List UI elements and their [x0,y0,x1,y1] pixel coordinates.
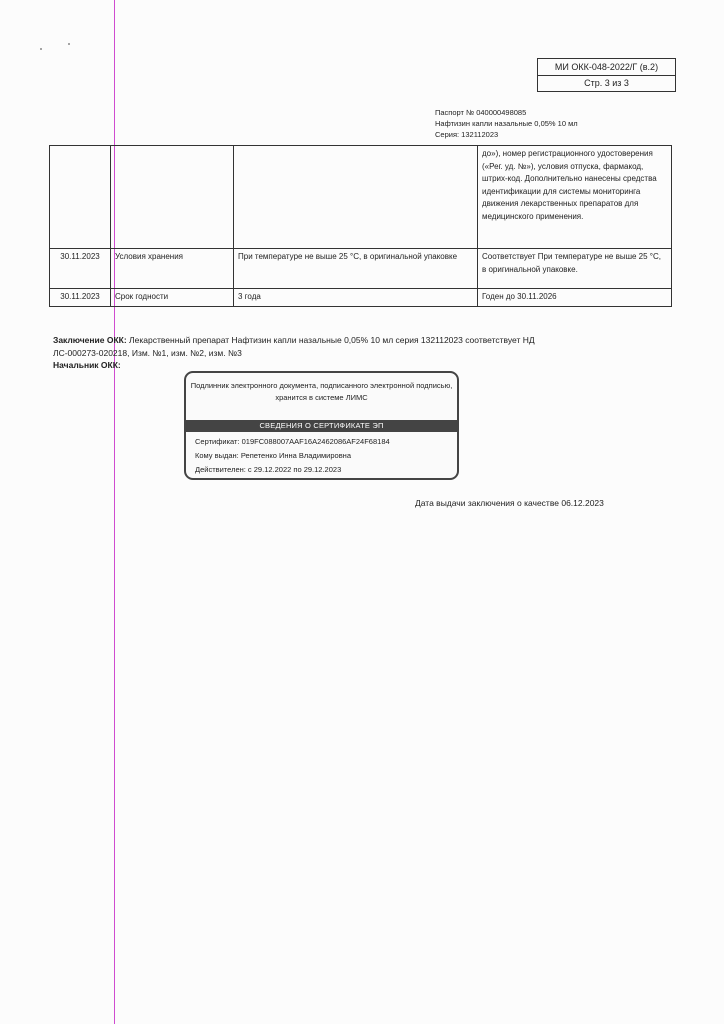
result-cell: Соответствует При температуре не выше 25 °С, в оригинальной упаковке. [478,249,672,289]
doc-code: МИ ОКК-048-2022/Г (в.2) [538,59,675,76]
scan-speck [68,43,70,45]
conclusion-label: Заключение ОКК: [53,335,127,345]
product-name: Нафтизин капли назальные 0,05% 10 мл [435,119,578,128]
series-number: Серия: 132112023 [435,130,499,139]
stamp-caption: Подлинник электронного документа, подписанного электронной подписью, хранится в системе ЛИМС [190,381,453,402]
stamp-band: СВЕДЕНИЯ О СЕРТИФИКАТЕ ЭП [186,420,457,432]
result-cell: Годен до 30.11.2026 [478,289,672,307]
conclusion-text [53,334,573,359]
result-cell: до»), номер регистрационного удостоверения («Рег. уд. №»), условия отпуска, фармакод, штрих-код. Дополнительно нанесены средства идентификации для системы мониторинга движения лекарственных препаратов для медицинского применения. [478,146,672,249]
date-cell: 30.11.2023 [50,249,111,289]
e-signature-stamp [184,371,459,480]
date-cell: 30.11.2023 [50,289,111,307]
indicator-cell [111,146,234,249]
table-row [50,289,672,307]
conclusion-body: Лекарственный препарат Нафтизин капли назальные 0,05% 10 мл серия 132112023 соответствует НД ЛС-000273-020218, Изм. №1, изм. №2, изм. №3 [53,335,535,358]
doc-code-box [537,58,676,92]
scan-speck [40,48,42,50]
conclusion-block [53,334,573,372]
certificate-owner: Кому выдан: Репетенко Инна Владимировна [195,451,351,460]
certificate-validity: Действителен: с 29.12.2022 по 29.12.2023 [195,465,342,474]
passport-number: Паспорт № 040000498085 [435,108,527,117]
page-number: Стр. 3 из 3 [584,78,629,88]
issue-date: Дата выдачи заключения о качестве 06.12.2023 [415,498,604,508]
indicator-cell: Условия хранения [111,249,234,289]
table-row [50,249,672,289]
norm-cell: 3 года [234,289,478,307]
results-table [49,145,672,307]
date-cell [50,146,111,249]
norm-cell: При температуре не выше 25 °С, в оригинальной упаковке [234,249,478,289]
certificate-number: Сертификат: 019FC088007AAF16A2462086AF24F68184 [195,437,390,446]
passport-block [435,107,578,140]
indicator-cell: Срок годности [111,289,234,307]
chief-label: Начальник ОКК: [53,360,121,370]
table-row [50,146,672,249]
norm-cell [234,146,478,249]
